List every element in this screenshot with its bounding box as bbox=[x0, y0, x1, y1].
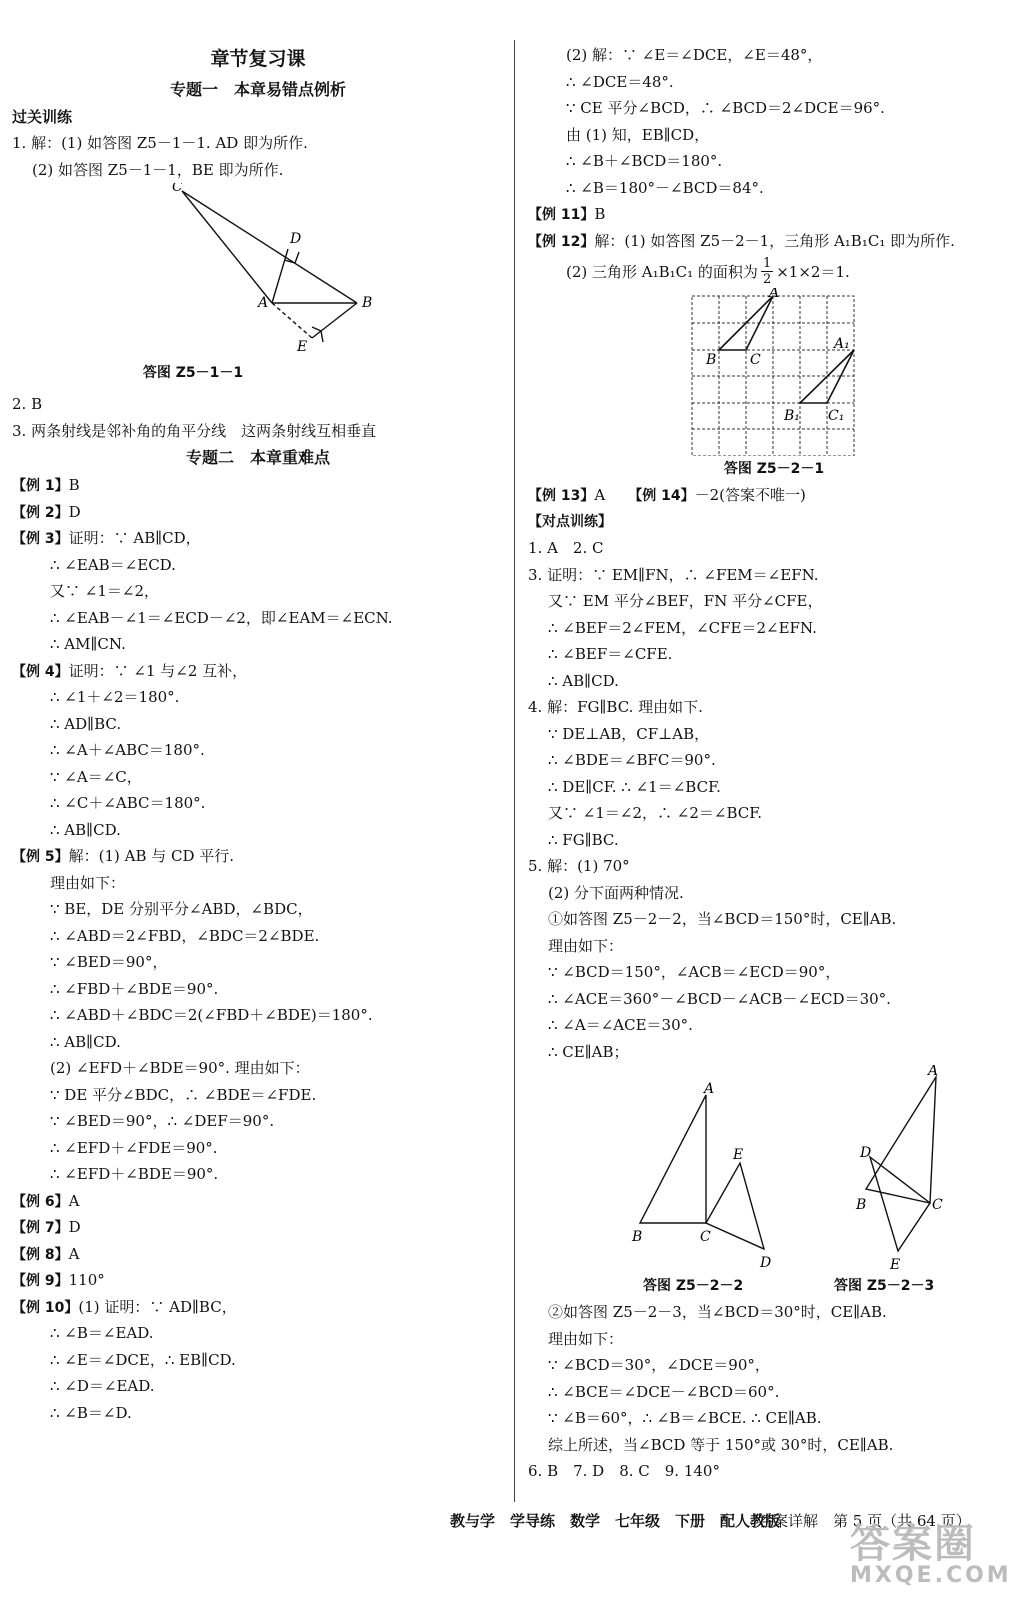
footer-page-number: 答案详解 第 5 页（共 64 页） bbox=[758, 1512, 971, 1530]
practice-line: ①如答图 Z5－2－2，当∠BCD＝150°时，CE∥AB. bbox=[548, 910, 897, 928]
point-label-a: A bbox=[769, 288, 780, 301]
chapter-title: 章节复习课 bbox=[210, 48, 306, 70]
figure-z5-2-2-caption: 答图 Z5－2－2 bbox=[643, 1278, 744, 1294]
practice-line: 3. 证明：∵ EM∥FN，∴ ∠FEM＝∠EFN. bbox=[528, 565, 819, 584]
example-3-line: ∴ AM∥CN. bbox=[50, 635, 126, 653]
practice-line: ∴ ∠A＝∠ACE＝30°. bbox=[548, 1016, 693, 1034]
example-10-line: ∴ ∠E＝∠DCE，∴ EB∥CD. bbox=[50, 1350, 236, 1369]
triangle-dce-fig3 bbox=[870, 1157, 930, 1251]
figure-z5-2-3-caption: 答图 Z5－2－3 bbox=[834, 1278, 935, 1294]
example-1: 【例 1】B bbox=[12, 476, 80, 494]
practice-line: ∴ ∠BEF＝2∠FEM，∠CFE＝2∠EFN. bbox=[548, 618, 817, 637]
example-3: 【例 3】证明：∵ AB∥CD， bbox=[12, 529, 201, 547]
answer-1-part2: (2) 如答图 Z5－1－1，BE 即为所作. bbox=[32, 160, 284, 179]
example-10-part2-line: (2) 解：∵ ∠E＝∠DCE，∠E＝48°， bbox=[566, 46, 823, 64]
figure-z5-1-1-drawing bbox=[12, 183, 504, 359]
example-10-part2-line: ∴ ∠DCE＝48°. bbox=[566, 72, 674, 91]
fig3-label-e: E bbox=[890, 1257, 901, 1273]
point-label-a1: A₁ bbox=[834, 336, 850, 352]
segment-ca bbox=[182, 191, 272, 303]
point-label-d: D bbox=[290, 231, 302, 247]
example-3-line: ∴ ∠EAB＝∠ECD. bbox=[50, 555, 176, 574]
practice-line: 综上所述，当∠BCD 等于 150°或 30°时，CE∥AB. bbox=[548, 1435, 894, 1454]
example-5-line: ∵ DE 平分∠BDC，∴ ∠BDE＝∠FDE. bbox=[50, 1085, 317, 1104]
example-5-line: 理由如下： bbox=[50, 873, 126, 892]
section-heading-duidian: 【对点训练】 bbox=[528, 513, 612, 530]
practice-line: 又∵ ∠1＝∠2，∴ ∠2＝∠BCF. bbox=[548, 804, 763, 822]
point-label-e: E bbox=[297, 339, 308, 355]
figures-z5-2-2-and-z5-2-3-drawing bbox=[528, 1065, 1023, 1273]
segment-be bbox=[312, 303, 357, 338]
segment-ad bbox=[272, 249, 288, 303]
example-10-part2-line: ∵ CE 平分∠BCD，∴ ∠BCD＝2∠DCE＝96°. bbox=[566, 99, 885, 117]
practice-line: 5. 解：(1) 70° bbox=[528, 857, 630, 875]
example-11: 【例 11】B bbox=[528, 205, 606, 223]
triangle-abc-fig2 bbox=[640, 1095, 706, 1223]
practice-line: ∴ ∠ACE＝360°－∠BCD－∠ACB－∠ECD＝30°. bbox=[548, 989, 891, 1008]
footer-book-title: 教与学 学导练 数学 七年级 下册 配人教版 bbox=[450, 1512, 781, 1530]
point-label-a: A bbox=[258, 295, 269, 311]
example-10-line: ∴ ∠B＝∠D. bbox=[50, 1403, 132, 1422]
practice-line: ②如答图 Z5－2－3，当∠BCD＝30°时，CE∥AB. bbox=[548, 1303, 887, 1321]
fig2-label-d: D bbox=[760, 1255, 772, 1271]
example-3-line: ∴ ∠EAB－∠1＝∠ECD－∠2，即∠EAM＝∠ECN. bbox=[50, 608, 393, 627]
example-5-line: (2) ∠EFD＋∠BDE＝90°. 理由如下： bbox=[50, 1059, 310, 1077]
example-4-line: ∵ ∠A＝∠C， bbox=[50, 767, 142, 786]
point-label-b: B bbox=[362, 295, 373, 311]
example-8: 【例 8】A bbox=[12, 1244, 80, 1263]
practice-line: 理由如下： bbox=[548, 1329, 624, 1348]
practice-line: 6. B 7. D 8. C 9. 140° bbox=[528, 1462, 720, 1480]
segment-cb bbox=[182, 191, 357, 303]
example-4-line: ∴ AD∥BC. bbox=[50, 714, 122, 733]
left-column bbox=[12, 42, 504, 1426]
fig3-label-c: C bbox=[932, 1197, 943, 1213]
practice-line: 理由如下： bbox=[548, 936, 624, 955]
example-10-line: ∴ ∠D＝∠EAD. bbox=[50, 1377, 155, 1395]
figure-captions bbox=[528, 1273, 1023, 1299]
example-12: 【例 12】解：(1) 如答图 Z5－2－1，三角形 A₁B₁C₁ 即为所作. bbox=[528, 231, 955, 250]
triangle-abc-fig3 bbox=[866, 1077, 936, 1203]
figure-z5-2-1 bbox=[528, 288, 1023, 456]
example-4-line: ∴ ∠1＋∠2＝180°. bbox=[50, 688, 180, 706]
answer-1: 1. 解：(1) 如答图 Z5－1－1. AD 即为所作. bbox=[12, 134, 308, 152]
column-divider bbox=[514, 40, 515, 1502]
example-10-line: ∴ ∠B＝∠EAD. bbox=[50, 1324, 154, 1342]
segment-ae-dashed bbox=[272, 303, 312, 338]
example-2: 【例 2】D bbox=[12, 502, 81, 521]
example-5-line: ∴ ∠EFD＋∠BDE＝90°. bbox=[50, 1165, 219, 1183]
example-10: 【例 10】(1) 证明：∵ AD∥BC， bbox=[12, 1297, 237, 1316]
figures-z5-2-2-and-z5-2-3 bbox=[528, 1065, 1023, 1273]
figure-z5-1-1-caption: 答图 Z5－1－1 bbox=[142, 365, 244, 381]
example-5-line: ∴ ∠EFD＋∠FDE＝90°. bbox=[50, 1138, 218, 1157]
practice-line: 4. 解：FG∥BC. 理由如下. bbox=[528, 698, 703, 716]
practice-line: ∴ DE∥CF. ∴ ∠1＝∠BCF. bbox=[548, 777, 721, 796]
practice-line: ∴ ∠BDE＝∠BFC＝90°. bbox=[548, 751, 716, 769]
practice-line: ∵ ∠BCD＝150°，∠ACB＝∠ECD＝90°， bbox=[548, 963, 841, 981]
right-column bbox=[528, 42, 1023, 1485]
fig3-label-b: B bbox=[856, 1197, 867, 1213]
example-7: 【例 7】D bbox=[12, 1218, 81, 1236]
topic2-heading: 专题二 本章重难点 bbox=[185, 448, 330, 467]
practice-line: ∴ FG∥BC. bbox=[548, 830, 619, 849]
practice-line: ∴ AB∥CD. bbox=[548, 671, 619, 690]
example-4-line: ∴ ∠A＋∠ABC＝180°. bbox=[50, 741, 205, 759]
example-12-part2: (2) 三角形 A₁B₁C₁ 的面积为 $\frac{1}{2}$ ×1×2＝1. bbox=[566, 255, 850, 287]
example-10-part2-line: ∴ ∠B＝180°－∠BCD＝84°. bbox=[566, 178, 764, 197]
figure-z5-1-1 bbox=[12, 183, 504, 359]
fraction-one-half: $\frac{1}{2}$ bbox=[762, 255, 772, 287]
example-10-part2-line: ∴ ∠B＋∠BCD＝180°. bbox=[566, 152, 723, 170]
point-label-b: B bbox=[706, 352, 717, 368]
practice-line: ∵ ∠BCD＝30°，∠DCE＝90°， bbox=[548, 1356, 770, 1374]
fig2-label-e: E bbox=[733, 1147, 744, 1163]
point-label-c: C bbox=[750, 352, 761, 368]
practice-line: ∵ DE⊥AB，CF⊥AB， bbox=[548, 724, 710, 743]
figure-z5-2-1-caption: 答图 Z5－2－1 bbox=[723, 461, 825, 477]
example-5-line: ∴ ∠ABD＋∠BDC＝2(∠FBD＋∠BDE)＝180°. bbox=[50, 1006, 373, 1024]
example-5: 【例 5】解：(1) AB 与 CD 平行. bbox=[12, 847, 235, 865]
fig2-label-a: A bbox=[704, 1081, 715, 1097]
examples-13-14: 【例 13】A 【例 14】－2(答案不唯一) bbox=[528, 486, 806, 504]
answer-2: 2. B bbox=[12, 395, 43, 413]
section-heading-guoguan: 过关训练 bbox=[12, 108, 73, 126]
example-10-part2-line: 由 (1) 知，EB∥CD， bbox=[566, 125, 710, 144]
example-5-line: ∵ ∠BED＝90°， bbox=[50, 953, 168, 971]
fig2-label-c: C bbox=[700, 1229, 711, 1245]
example-5-line: ∴ AB∥CD. bbox=[50, 1032, 121, 1051]
fig2-label-b: B bbox=[632, 1229, 643, 1245]
topic1-heading: 专题一 本章易错点例析 bbox=[169, 80, 346, 99]
example-6: 【例 6】A bbox=[12, 1191, 80, 1210]
point-label-c1: C₁ bbox=[828, 408, 845, 424]
watermark-logo: 答案圈 MXQE.COM bbox=[850, 1521, 1012, 1588]
point-label-c: C bbox=[172, 183, 183, 195]
example-4-line: ∴ AB∥CD. bbox=[50, 820, 121, 839]
practice-line: ∴ ∠BCE＝∠DCE－∠BCD＝60°. bbox=[548, 1382, 780, 1401]
practice-line: ∴ CE∥AB； bbox=[548, 1042, 629, 1061]
example-9: 【例 9】110° bbox=[12, 1271, 105, 1289]
figure-z5-2-1-grid bbox=[528, 288, 1023, 456]
fig3-label-d: D bbox=[860, 1145, 872, 1161]
example-5-line: ∴ ∠ABD＝2∠FBD，∠BDC＝2∠BDE. bbox=[50, 926, 320, 945]
example-3-line: 又∵ ∠1＝∠2， bbox=[50, 582, 159, 600]
point-label-b1: B₁ bbox=[784, 408, 800, 424]
example-5-line: ∵ ∠BED＝90°，∴ ∠DEF＝90°. bbox=[50, 1112, 275, 1130]
example-4-line: ∴ ∠C＋∠ABC＝180°. bbox=[50, 794, 206, 812]
example-4: 【例 4】证明：∵ ∠1 与∠2 互补， bbox=[12, 661, 248, 680]
fig3-label-a: A bbox=[928, 1065, 939, 1079]
practice-line: ∵ ∠B＝60°，∴ ∠B＝∠BCE. ∴ CE∥AB. bbox=[548, 1409, 822, 1427]
practice-line: ∴ ∠BEF＝∠CFE. bbox=[548, 645, 673, 663]
practice-line: 1. A 2. C bbox=[528, 539, 604, 557]
example-5-line: ∴ ∠FBD＋∠BDE＝90°. bbox=[50, 979, 219, 998]
example-5-line: ∵ BE，DE 分别平分∠ABD，∠BDC， bbox=[50, 900, 313, 918]
answer-3: 3. 两条射线是邻补角的角平分线 这两条射线互相垂直 bbox=[12, 421, 377, 440]
practice-line: 又∵ EM 平分∠BEF，FN 平分∠CFE， bbox=[548, 592, 823, 610]
practice-line: (2) 分下面两种情况. bbox=[548, 883, 684, 902]
triangle-ced-fig2 bbox=[706, 1163, 764, 1249]
